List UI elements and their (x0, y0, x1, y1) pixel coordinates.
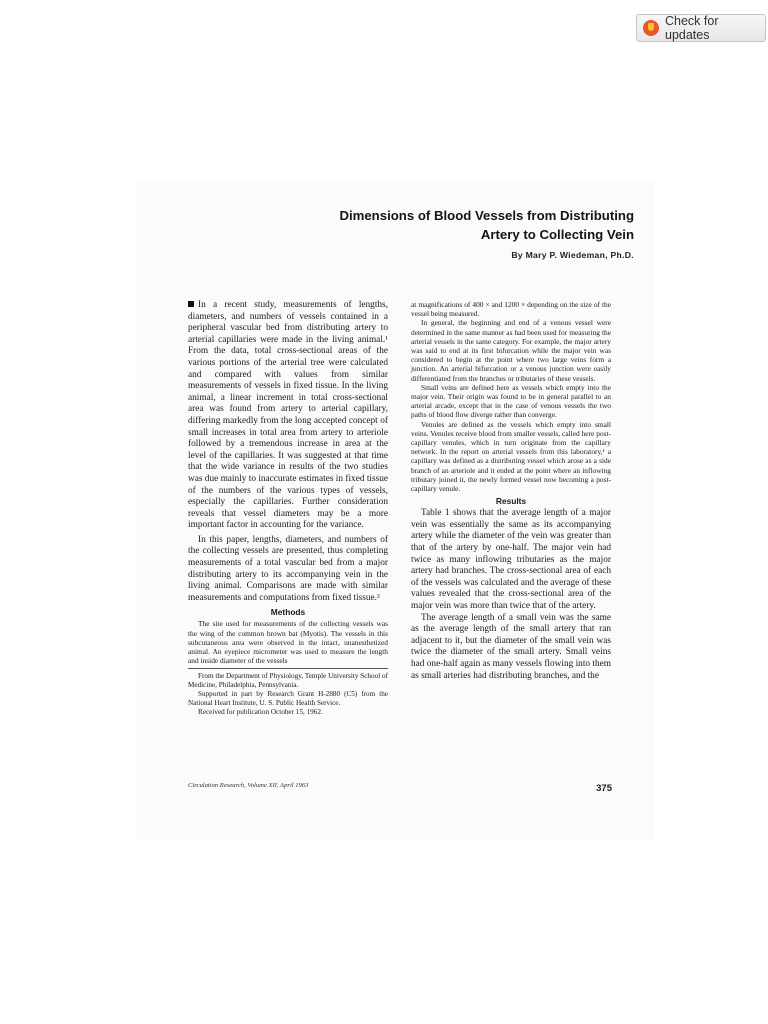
footnote-received: Received for publication October 15, 1962. (198, 708, 323, 717)
page-number: 375 (596, 783, 612, 794)
left-column (188, 300, 388, 717)
footnote-affiliation: From the Department of Physiology, Temple University School of Medicine, Philadelphia, Pennsylvania. (188, 672, 388, 690)
methods-paragraph: The site used for measurements of the collecting vessels was the wing of the common brown bat (Myotis). The vessels in this subcutaneous area were observed in the intact, unanesthetized animal. An eyepiece micrometer was used to measure the length and inside diameter of the vessels (188, 619, 388, 666)
methods-heading: Methods (270, 607, 306, 618)
results-paragraph-2: The average length of a small vein was the same as the average length of the small artery that ran adjacent to it, but the diameter of the small vein was twice the diameter of the small artery. Small veins had one-half again as many vessels flowing into them as small arteries had distributing branches, and the (411, 612, 611, 681)
author-byline: By Mary P. Wiedeman, Ph.D. (511, 250, 634, 260)
journal-citation: Circulation Research, Volume XII, April 1963 (188, 782, 309, 789)
small-veins-paragraph: Small veins are defined here as vessels which empty into the major vein. Their origin was found to be in general parallel to an arterial arcade, except that in the case of venous vessels the two paths of blood flow diverge rather than converge. (411, 382, 611, 420)
paper-title (214, 206, 634, 244)
crossmark-icon (643, 20, 659, 36)
results-heading: Results (495, 496, 527, 507)
bullet-square-icon (188, 301, 194, 307)
right-column (411, 300, 611, 682)
venules-paragraph: Venules are defined as the vessels which empty into small veins. Venules receive blood from smaller vessels, called here post-capillary venules, which in turn originate from the capillary network. In the report on arterial vessels from this laboratory,¹ a capillary was defined as a distributing vessel which arose as a side branch of an arteriole and it ended at the point where an inflowing tributary joined it, the newly formed vessel now becoming a post-capillary venule. (411, 419, 611, 494)
check-for-updates-label: Check for updates (665, 14, 719, 42)
footnote-funding: Supported in part by Research Grant H-2880 (C5) from the National Heart Institute, U. S. Public Health Service. (188, 690, 388, 708)
results-paragraph-1: Table 1 shows that the average length of a major vein was essentially the same as its accompanying artery while the diameter of the vein was greater than that of the artery by one-half. The major vein had twice as many inflowing tributaries as the major artery had branches. The cross-sectional area of each of the vessels was calculated and the average of these values revealed that the cross-sectional area of the major vein was more than twice that of the artery. (411, 508, 611, 612)
intro-paragraph-2: In this paper, lengths, diameters, and numbers of the collecting vessels are presented, thus completing measurements of a total vascular bed from a major distributing artery to its accompanying vein in the living animal. Comparisons are made with similar measurements and computations from fixed tissue.² (188, 534, 388, 603)
intro-paragraph-text: In a recent study, measurements of lengths, diameters, and numbers of vessels contained in a peripheral vascular bed from distributing artery to arterial capillaries were made in the living animal.¹ From the data, total cross-sectional areas of the various portions of the arterial tree were calculated and compared with values from similar measurements of vessels in fixed tissue. In the living animal, a linear increment in total cross-sectional area was found from artery to arterial capillary, differing markedly from the long accepted concept of small increases in total area from artery to arteriole followed by a tremendous increase in area at the level of the capillaries. It was suggested at that time that the wide variance in results of the two studies was due mainly to inaccurate estimates in fixed tissue of the numbers of the various types of vessels, especially the capillaries. Further consideration reveals that vessel diameters may be a more important factor in accounting for the variance. (188, 300, 388, 531)
vessel-definition-paragraph: In general, the beginning and end of a venous vessel were determined in the same manner as had been used for measuring the arterial vessels in the same category. For example, the major artery was said to end at its first bifurcation while the major vein was considered to begin at the point where two large veins form a junction. An arterial bifurcation or a venous junction were easily differentiated from the branches or tributaries of these vessels. (411, 318, 611, 383)
footnote-divider (188, 668, 388, 669)
title-line-1: Dimensions of Blood Vessels from Distributing (339, 208, 634, 223)
check-for-updates-button[interactable] (636, 14, 766, 42)
title-line-2: Artery to Collecting Vein (480, 227, 634, 242)
methods-continued-paragraph: at magnifications of 400 × and 1200 × depending on the size of the vessel being measured. (411, 300, 611, 319)
intro-paragraph (188, 300, 388, 532)
